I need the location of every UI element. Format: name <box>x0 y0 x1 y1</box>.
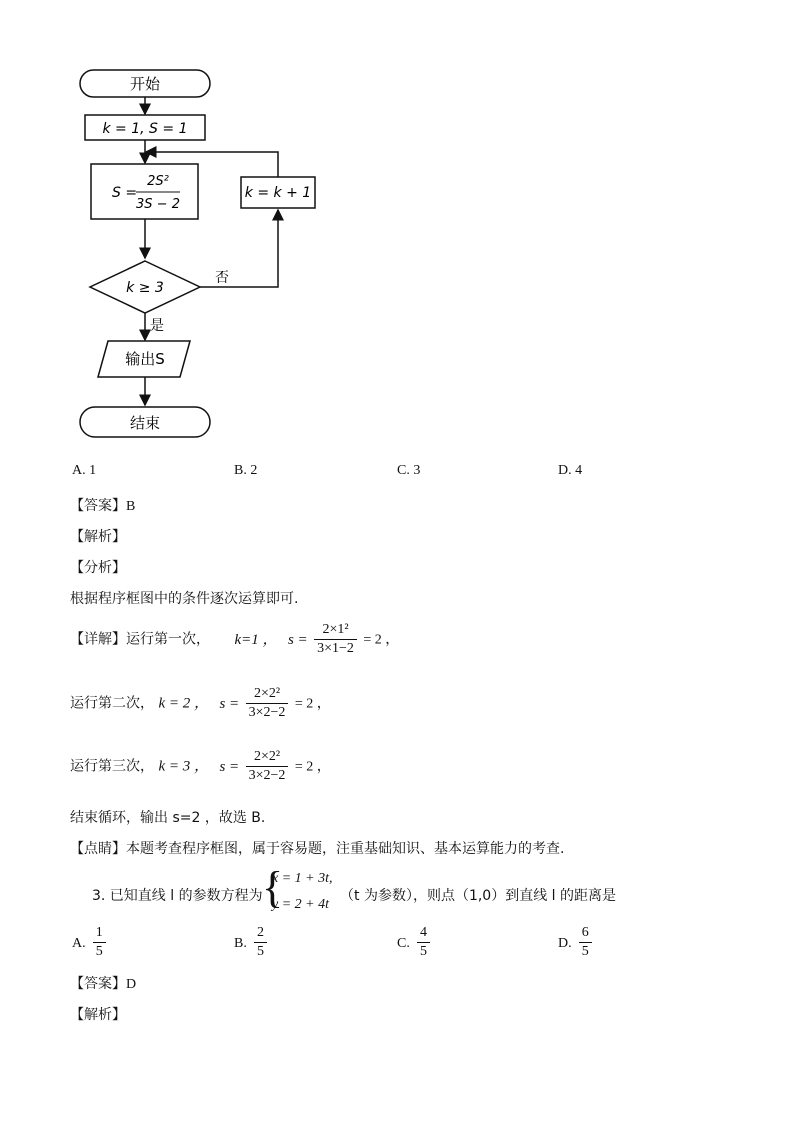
option-c: C. 3 <box>397 463 421 478</box>
run2-denominator: 3×2−2 <box>248 705 286 720</box>
run1-line <box>70 622 399 657</box>
run3-result: = 2 ， <box>294 759 331 775</box>
assign-denominator: 3S − 2 <box>136 197 180 212</box>
run1-result: = 2 ， <box>363 632 400 648</box>
run1-s: s = <box>287 631 308 648</box>
option-d: D. 4 <box>558 463 583 478</box>
end-label: 结束 <box>129 414 161 432</box>
q3-eq2: y = 2 + 4t <box>272 897 329 912</box>
q3-option-b <box>234 925 269 960</box>
q3-stem-post: （t 为参数），则点（1,0）到直线 l 的距离是 <box>340 888 616 904</box>
fenxi-tag: 【分析】 <box>70 560 126 576</box>
q3-answer-value: D <box>126 977 137 992</box>
q3-option-c <box>397 925 432 960</box>
run2-line <box>70 686 331 721</box>
output-label: 输出S <box>125 350 165 368</box>
run2-fraction <box>246 686 289 721</box>
answer-tag: 【答案】 <box>70 498 126 514</box>
run3-line <box>70 749 331 784</box>
option-b: B. 2 <box>234 463 258 478</box>
run3-numerator: 2×2² <box>246 749 289 767</box>
run3-text: 运行第三次， <box>70 758 154 775</box>
q3-option-c-num: 4 <box>417 925 430 943</box>
start-label: 开始 <box>129 75 161 93</box>
program-flowchart <box>0 0 400 450</box>
q3-answer-line <box>70 973 136 993</box>
q3-option-d-label: D. <box>558 936 572 951</box>
conclusion: 结束循环，输出 s=2 ，故选 B. <box>70 810 266 826</box>
comment-text: 本题考查程序框图，属于容易题，注重基础知识、基本运算能力的考查. <box>126 841 565 857</box>
run3-denominator: 3×2−2 <box>248 768 286 783</box>
run1-numerator: 2×1² <box>314 622 357 640</box>
q3-option-b-label: B. <box>234 936 247 951</box>
q3-option-a-label: A. <box>72 936 86 951</box>
answer-value: B <box>126 499 136 514</box>
run3-s: s = <box>219 758 240 775</box>
run1-k: k=1 ， <box>234 631 278 648</box>
init-label: k = 1, S = 1 <box>102 121 188 137</box>
run3-fraction <box>246 749 289 784</box>
run2-k: k = 2 ， <box>158 695 209 712</box>
q3-eq1: x = 1 + 3t, <box>272 871 333 886</box>
answer-line <box>70 495 135 515</box>
q3-stem-pre: 3. 已知直线 l 的参数方程为 <box>92 888 263 904</box>
q3-option-c-label: C. <box>397 936 410 951</box>
assign-numerator: 2S² <box>147 174 169 189</box>
q3-analysis-tag: 【解析】 <box>70 1007 126 1023</box>
q3-option-d <box>558 925 594 960</box>
increment-label: k = k + 1 <box>244 185 312 201</box>
comment-line <box>70 838 564 858</box>
condition-label: k ≥ 3 <box>126 280 164 296</box>
q3-option-b-den: 5 <box>256 944 264 959</box>
q3-option-a-num: 1 <box>93 925 106 943</box>
q3-answer-tag: 【答案】 <box>70 976 126 992</box>
run2-result: = 2 ， <box>294 696 331 712</box>
q3-option-c-den: 5 <box>419 944 427 959</box>
run2-s: s = <box>219 695 240 712</box>
detail-tag: 【详解】 <box>70 631 126 648</box>
no-label: 否 <box>215 270 229 286</box>
analysis-tag: 【解析】 <box>70 529 126 545</box>
option-a: A. 1 <box>72 463 97 478</box>
yes-label: 是 <box>150 318 164 334</box>
q3-option-d-den: 5 <box>581 944 589 959</box>
q3-option-a-den: 5 <box>95 944 103 959</box>
q3-option-d-num: 6 <box>579 925 592 943</box>
run2-numerator: 2×2² <box>246 686 289 704</box>
run1-fraction <box>314 622 357 657</box>
system-brace: { <box>262 863 284 912</box>
assign-lhs: S = <box>112 185 138 201</box>
fenxi-text: 根据程序框图中的条件逐次运算即可. <box>70 591 299 607</box>
run1-denominator: 3×1−2 <box>317 641 354 656</box>
q3-option-b-num: 2 <box>254 925 267 943</box>
run1-text: 运行第一次， <box>126 631 210 648</box>
run3-k: k = 3 ， <box>158 758 209 775</box>
run2-text: 运行第二次， <box>70 695 154 712</box>
comment-tag: 【点睛】 <box>70 841 126 857</box>
q3-option-a <box>72 925 108 960</box>
